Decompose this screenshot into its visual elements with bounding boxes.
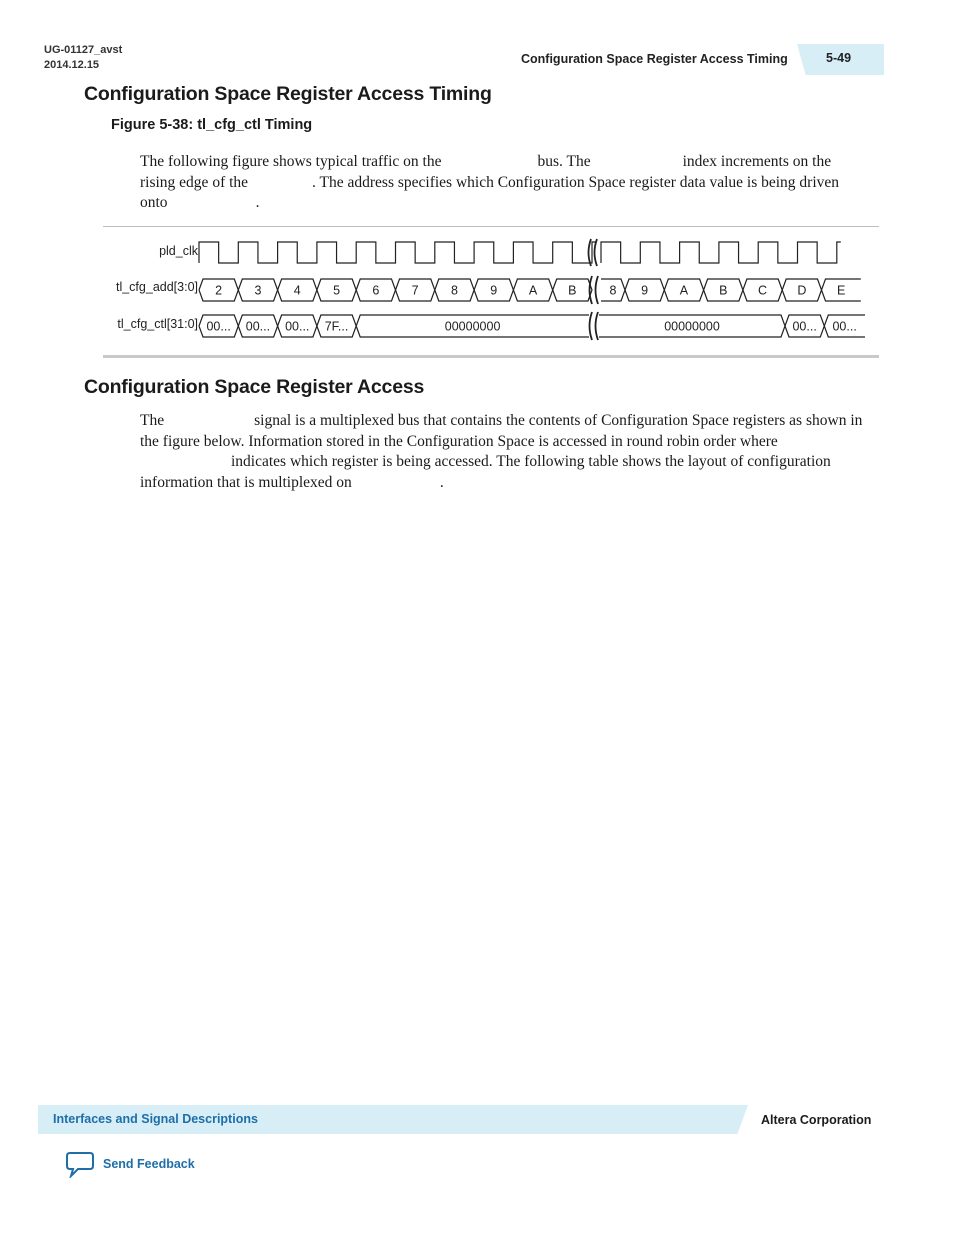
break-marker [596, 276, 599, 304]
bus-value-label: 00000000 [444, 319, 501, 334]
send-feedback-label: Send Feedback [103, 1157, 195, 1171]
access-description [140, 411, 868, 494]
bus-value-label: A [679, 283, 689, 298]
break-marker [589, 239, 592, 266]
bus-value-label: D [797, 283, 807, 298]
bus-value-label: 5 [333, 283, 341, 298]
bus-value-label: 8 [609, 283, 617, 298]
break-marker [590, 312, 593, 340]
text-run: The following figure shows typical traffic on the [140, 153, 442, 170]
footer-chapter-link[interactable]: Interfaces and Signal Descriptions [53, 1112, 258, 1126]
bus-value-label: 00... [245, 319, 271, 334]
bus-value-label: B [568, 283, 577, 298]
bus-value-label: 3 [254, 283, 262, 298]
bus-value-label: 00000000 [664, 319, 720, 334]
figure-top-rule [103, 226, 879, 227]
text-run: . The address specifies which Configuration Space register data value is being driven onto [140, 173, 840, 212]
signal-label: pld_clk [159, 244, 198, 258]
timing-description [140, 152, 868, 214]
document-id [44, 43, 122, 73]
clock-waveform-segment [601, 242, 841, 263]
break-marker [596, 312, 599, 340]
speech-bubble-icon [65, 1151, 95, 1178]
signal-label: tl_cfg_ctl[31:0] [117, 317, 198, 331]
section-heading-access: Configuration Space Register Access [84, 376, 425, 398]
clock-waveform-segment [199, 242, 596, 263]
text-run: index increments on the rising edge of the [140, 153, 832, 191]
bus-value-label: E [836, 283, 846, 298]
bus-value-label: 00... [206, 319, 231, 334]
footer-company: Altera Corporation [761, 1113, 872, 1127]
doc-date: 2014.12.15 [44, 59, 100, 71]
break-marker [595, 239, 598, 266]
send-feedback-link[interactable] [65, 1150, 195, 1178]
text-run: bus. The [537, 153, 591, 170]
bus-value-label: A [528, 283, 538, 298]
timing-diagram [103, 230, 879, 350]
text-run: The [140, 412, 165, 429]
bus-value-label: 7 [411, 283, 419, 298]
page-number: 5-49 [826, 51, 852, 65]
running-header-title: Configuration Space Register Access Timing [521, 52, 788, 66]
bus-value-label: 6 [372, 283, 380, 298]
bus-value-label: 00... [792, 319, 817, 334]
doc-id-text: UG-01127_avst [44, 44, 123, 56]
text-run: . [255, 194, 260, 212]
figure-caption: Figure 5-38: tl_cfg_ctl Timing [111, 117, 313, 133]
figure-bottom-rule [103, 355, 879, 358]
signal-label: tl_cfg_add[3:0] [115, 280, 198, 294]
text-run: signal is a multiplexed bus that contains the contents of Configuration Space registers as shown in the figure below. Information stored in the Configuration Space is accessed in round robin order where [140, 412, 863, 450]
section-heading-timing: Configuration Space Register Access Timing [84, 83, 492, 105]
bus-value-label: 2 [215, 283, 223, 298]
text-run: indicates which register is being accessed. The following table shows the layout of configuration information that is multiplexed on [140, 453, 831, 492]
bus-value-label: 00... [285, 319, 310, 334]
text-run: . [439, 474, 444, 492]
bus-value-label: 9 [641, 283, 649, 298]
bus-value-label: 00... [832, 319, 857, 334]
bus-value-label: 8 [450, 283, 458, 298]
bus-value-label: 9 [490, 283, 498, 298]
bus-value-label: 4 [293, 283, 301, 298]
bus-value-label: C [758, 283, 768, 298]
bus-value-label: 7F... [324, 319, 349, 334]
bus-value-label: B [719, 283, 728, 298]
